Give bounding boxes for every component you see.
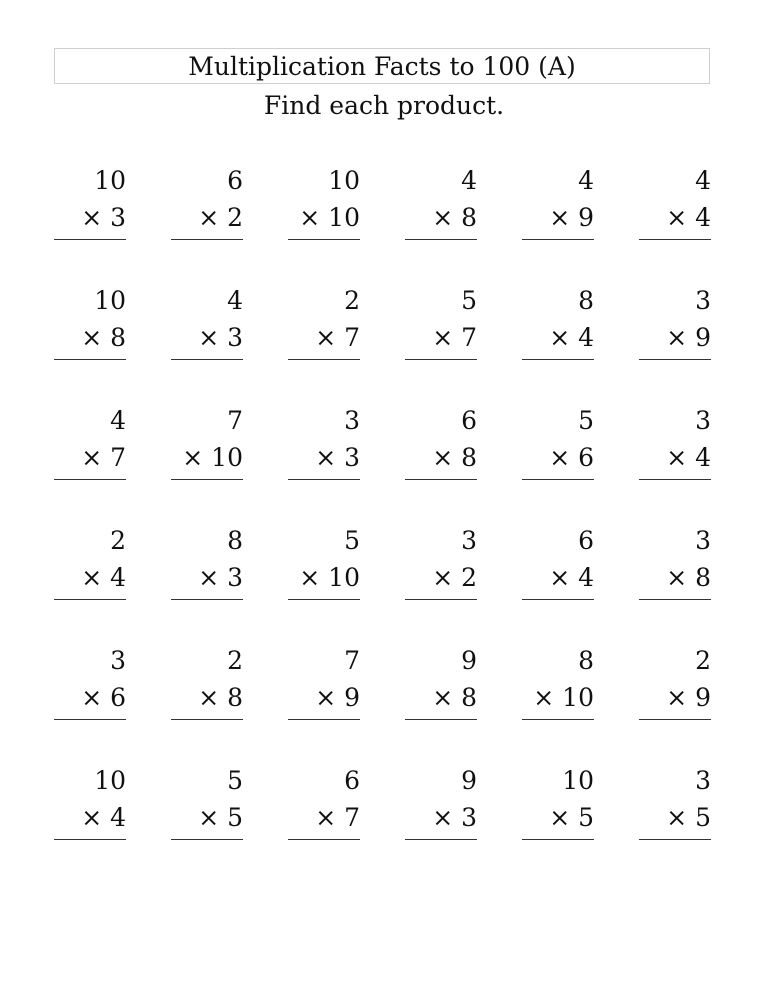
multiplier: × 8	[198, 683, 243, 712]
answer-line	[54, 719, 126, 720]
multiplicand: 4	[227, 286, 243, 315]
answer-line	[54, 239, 126, 240]
multiplier: × 3	[432, 803, 477, 832]
multiplication-problem	[171, 642, 243, 720]
multiplication-problem	[54, 522, 126, 600]
multiplicand: 10	[328, 166, 360, 195]
answer-line	[171, 479, 243, 480]
multiplier: × 10	[533, 683, 594, 712]
multiplier: × 4	[81, 563, 126, 592]
multiplication-problem	[522, 762, 594, 840]
multiplication-problem	[522, 162, 594, 240]
multiplication-problem	[171, 282, 243, 360]
multiplicand: 8	[578, 646, 594, 675]
multiplier: × 10	[182, 443, 243, 472]
multiplication-problem	[639, 762, 711, 840]
multiplier: × 2	[432, 563, 477, 592]
multiplier: × 4	[549, 563, 594, 592]
multiplier: × 2	[198, 203, 243, 232]
multiplicand: 2	[344, 286, 360, 315]
multiplier: × 4	[666, 203, 711, 232]
multiplier: × 8	[432, 443, 477, 472]
multiplication-problem	[522, 402, 594, 480]
multiplicand: 7	[227, 406, 243, 435]
multiplicand: 9	[461, 766, 477, 795]
multiplicand: 10	[94, 286, 126, 315]
answer-line	[54, 359, 126, 360]
multiplier: × 6	[549, 443, 594, 472]
multiplication-problem	[54, 402, 126, 480]
answer-line	[54, 599, 126, 600]
multiplication-problem	[639, 522, 711, 600]
multiplicand: 8	[227, 526, 243, 555]
multiplier: × 6	[81, 683, 126, 712]
answer-line	[405, 359, 477, 360]
answer-line	[522, 599, 594, 600]
multiplicand: 10	[94, 166, 126, 195]
multiplicand: 10	[94, 766, 126, 795]
multiplicand: 3	[695, 766, 711, 795]
multiplicand: 5	[578, 406, 594, 435]
answer-line	[639, 839, 711, 840]
multiplier: × 3	[315, 443, 360, 472]
multiplicand: 6	[461, 406, 477, 435]
answer-line	[639, 239, 711, 240]
multiplier: × 10	[299, 203, 360, 232]
multiplicand: 8	[578, 286, 594, 315]
answer-line	[405, 239, 477, 240]
multiplication-problem	[288, 642, 360, 720]
multiplicand: 9	[461, 646, 477, 675]
problem-row	[54, 282, 710, 402]
problem-row	[54, 402, 710, 522]
multiplication-problem	[639, 162, 711, 240]
multiplicand: 6	[344, 766, 360, 795]
multiplication-problem	[405, 762, 477, 840]
multiplicand: 3	[695, 526, 711, 555]
answer-line	[171, 599, 243, 600]
answer-line	[54, 479, 126, 480]
multiplier: × 8	[81, 323, 126, 352]
answer-line	[522, 359, 594, 360]
answer-line	[288, 359, 360, 360]
multiplier: × 3	[198, 323, 243, 352]
multiplication-problem	[54, 642, 126, 720]
multiplicand: 7	[344, 646, 360, 675]
multiplier: × 10	[299, 563, 360, 592]
multiplication-problem	[288, 162, 360, 240]
multiplier: × 9	[666, 323, 711, 352]
multiplier: × 8	[432, 683, 477, 712]
multiplication-problem	[522, 522, 594, 600]
answer-line	[522, 719, 594, 720]
worksheet-instructions: Find each product.	[263, 91, 505, 120]
answer-line	[639, 479, 711, 480]
multiplicand: 3	[344, 406, 360, 435]
multiplier: × 5	[549, 803, 594, 832]
problem-row	[54, 642, 710, 762]
multiplication-problem	[171, 402, 243, 480]
multiplier: × 5	[666, 803, 711, 832]
multiplier: × 5	[198, 803, 243, 832]
multiplicand: 4	[110, 406, 126, 435]
multiplication-problem	[639, 282, 711, 360]
multiplicand: 4	[578, 166, 594, 195]
multiplicand: 6	[227, 166, 243, 195]
answer-line	[639, 359, 711, 360]
multiplier: × 8	[666, 563, 711, 592]
answer-line	[288, 239, 360, 240]
multiplication-problem	[405, 642, 477, 720]
answer-line	[522, 839, 594, 840]
multiplication-problem	[54, 762, 126, 840]
multiplier: × 7	[315, 803, 360, 832]
multiplicand: 2	[110, 526, 126, 555]
multiplication-problem	[522, 642, 594, 720]
answer-line	[171, 839, 243, 840]
multiplication-problem	[405, 162, 477, 240]
problem-row	[54, 522, 710, 642]
multiplication-problem	[288, 762, 360, 840]
multiplication-problem	[171, 762, 243, 840]
answer-line	[288, 599, 360, 600]
multiplication-problem	[54, 162, 126, 240]
answer-line	[639, 599, 711, 600]
problem-row	[54, 762, 710, 882]
answer-line	[171, 359, 243, 360]
answer-line	[522, 479, 594, 480]
multiplication-problem	[405, 282, 477, 360]
multiplier: × 9	[549, 203, 594, 232]
multiplication-problem	[639, 642, 711, 720]
multiplicand: 3	[110, 646, 126, 675]
multiplicand: 4	[461, 166, 477, 195]
multiplicand: 5	[227, 766, 243, 795]
multiplication-problem	[522, 282, 594, 360]
multiplier: × 4	[81, 803, 126, 832]
multiplier: × 3	[81, 203, 126, 232]
answer-line	[639, 719, 711, 720]
multiplicand: 5	[461, 286, 477, 315]
multiplicand: 3	[695, 286, 711, 315]
multiplication-problem	[405, 402, 477, 480]
answer-line	[405, 719, 477, 720]
multiplication-problem	[288, 282, 360, 360]
problem-grid	[54, 162, 710, 882]
answer-line	[405, 479, 477, 480]
multiplier: × 8	[432, 203, 477, 232]
answer-line	[171, 719, 243, 720]
answer-line	[288, 479, 360, 480]
multiplication-problem	[54, 282, 126, 360]
multiplicand: 2	[695, 646, 711, 675]
multiplicand: 3	[461, 526, 477, 555]
multiplier: × 7	[315, 323, 360, 352]
multiplicand: 5	[344, 526, 360, 555]
worksheet-title: Multiplication Facts to 100 (A)	[54, 48, 710, 84]
multiplicand: 4	[695, 166, 711, 195]
multiplicand: 2	[227, 646, 243, 675]
multiplier: × 7	[432, 323, 477, 352]
multiplication-problem	[288, 402, 360, 480]
multiplication-problem	[171, 162, 243, 240]
multiplier: × 4	[549, 323, 594, 352]
answer-line	[171, 239, 243, 240]
multiplier: × 7	[81, 443, 126, 472]
answer-line	[405, 599, 477, 600]
multiplicand: 6	[578, 526, 594, 555]
multiplicand: 10	[562, 766, 594, 795]
answer-line	[54, 839, 126, 840]
answer-line	[405, 839, 477, 840]
answer-line	[288, 719, 360, 720]
multiplicand: 3	[695, 406, 711, 435]
multiplication-problem	[171, 522, 243, 600]
answer-line	[522, 239, 594, 240]
answer-line	[288, 839, 360, 840]
problem-row	[54, 162, 710, 282]
multiplication-problem	[639, 402, 711, 480]
multiplier: × 4	[666, 443, 711, 472]
multiplier: × 3	[198, 563, 243, 592]
multiplication-problem	[405, 522, 477, 600]
multiplication-problem	[288, 522, 360, 600]
multiplier: × 9	[315, 683, 360, 712]
multiplier: × 9	[666, 683, 711, 712]
